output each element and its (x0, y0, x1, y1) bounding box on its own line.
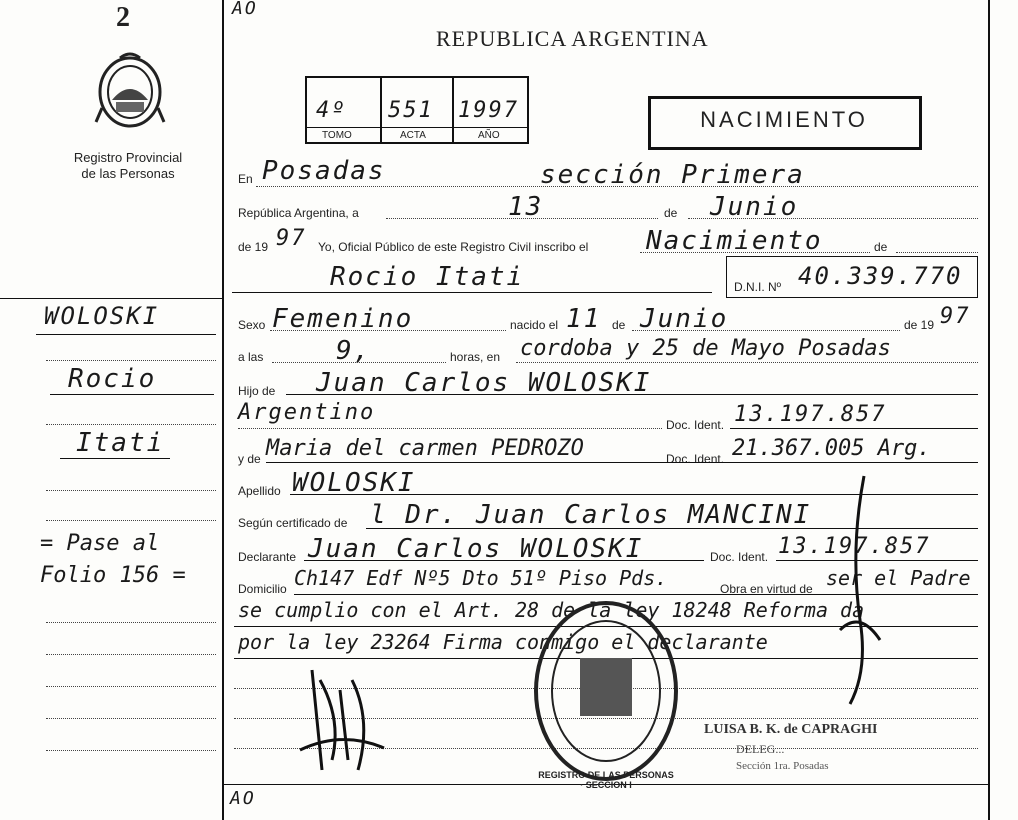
official-stamp-icon (530, 596, 682, 786)
de2-label: de (612, 318, 626, 332)
de-19-label: de 19 (238, 240, 269, 254)
father-doc-label: Doc. Ident. (666, 418, 725, 432)
line (640, 252, 870, 253)
certificate-value: l Dr. Juan Carlos MANCINI (370, 500, 812, 530)
record-box-label-line (305, 127, 527, 128)
record-box-divider (452, 76, 454, 142)
margin-name-1: Rocio (68, 364, 157, 394)
line (266, 462, 978, 463)
obra-value: ser el Padre (826, 566, 971, 590)
dni-value: 40.339.770 (798, 262, 963, 290)
nacido-label: nacido el (510, 318, 559, 332)
line (386, 218, 658, 219)
dni-label: D.N.I. Nº (734, 280, 782, 294)
line (272, 362, 446, 363)
birth-day-value: 11 (566, 304, 602, 334)
father-value: Juan Carlos WOLOSKI (316, 368, 652, 398)
left-column-divider (222, 0, 224, 820)
line (46, 424, 216, 425)
line (304, 560, 704, 561)
city-value: Posadas (262, 156, 386, 186)
father-nationality-value: Argentino (238, 400, 376, 425)
record-box-divider (380, 76, 382, 142)
en-label: En (238, 172, 253, 186)
de19-2-label: de 19 (904, 318, 935, 332)
y-de-label: y de (238, 452, 261, 466)
father-doc-value: 13.197.857 (734, 402, 887, 427)
line (60, 458, 170, 459)
domicilio-label: Domicilio (238, 582, 287, 596)
line (730, 428, 978, 429)
left-column-separator (0, 298, 222, 299)
line (46, 520, 216, 521)
line (46, 750, 216, 751)
declarant-doc-value: 13.197.857 (778, 534, 931, 559)
line (256, 186, 978, 187)
mother-value: Maria del carmen PEDROZO (266, 436, 584, 461)
segun-label: Según certificado de (238, 516, 348, 530)
line (46, 490, 216, 491)
section-value: sección Primera (540, 160, 805, 190)
ano-value: 1997 (458, 98, 519, 123)
tomo-value: 4º (316, 98, 347, 123)
hijo-label: Hijo de (238, 384, 276, 398)
mother-doc-value: 21.367.005 Arg. (732, 436, 931, 461)
line (270, 330, 506, 331)
line (46, 360, 216, 361)
obra-label: Obra en virtud de (720, 582, 813, 596)
line (632, 330, 900, 331)
line (50, 394, 214, 395)
a-las-label: a las (238, 350, 264, 364)
official-signature-icon (820, 470, 890, 710)
official-title: DELEG... (736, 742, 785, 756)
line (232, 292, 712, 293)
sexo-label: Sexo (238, 318, 266, 332)
corner-mark-bottom: AO (230, 788, 256, 809)
declarante-label: Declarante (238, 550, 297, 564)
year-value: 97 (276, 226, 307, 251)
line (688, 218, 978, 219)
declarant-value: Juan Carlos WOLOSKI (308, 534, 644, 564)
acta-value: 551 (388, 98, 434, 123)
given-names-value: Rocio Itati (330, 262, 525, 292)
apellido-label: Apellido (238, 484, 281, 498)
horas-label: horas, en (450, 350, 501, 364)
registry-name: Registro Provincial de las Personas (73, 150, 183, 181)
margin-surname: WOLOSKI (44, 302, 160, 330)
stamp-text: REGISTRO DE LAS PERSONAS · SECCION I (538, 770, 674, 790)
coat-of-arms-icon (90, 48, 170, 132)
de-end-label: de (874, 240, 888, 254)
country-title: REPUBLICA ARGENTINA (436, 26, 709, 51)
republica-label: República Argentina, a (238, 206, 359, 220)
line (46, 718, 216, 719)
ano-label: AÑO (478, 130, 500, 141)
line (286, 394, 978, 395)
line (46, 654, 216, 655)
birth-place-value: cordoba y 25 de Mayo Posadas (520, 336, 891, 361)
month-value: Junio (710, 192, 799, 222)
notes-line-2: por la ley 23264 Firma conmigo el declarante (238, 630, 768, 654)
line (516, 362, 978, 363)
page-number: 2 (116, 2, 130, 33)
tomo-label: TOMO (322, 130, 352, 141)
declarant-signature-icon (292, 660, 392, 790)
notes-line-1: se cumplio con el Art. 28 de la ley 18248 Reforma da (238, 598, 865, 622)
acta-label: ACTA (400, 130, 426, 141)
day-value: 13 (508, 192, 544, 222)
address-value: Ch147 Edf Nº5 Dto 51º Piso Pds. (294, 566, 668, 590)
surname-value: WOLOSKI (292, 468, 416, 498)
official-name: LUISA B. K. de CAPRAGHI (704, 722, 878, 737)
corner-mark-top: AO (232, 0, 258, 19)
line (896, 252, 978, 253)
act-type: NACIMIENTO (700, 107, 868, 132)
birth-month-value: Junio (640, 304, 729, 334)
birth-year-value: 97 (940, 304, 971, 329)
line (46, 622, 216, 623)
sex-value: Femenino (272, 304, 414, 334)
margin-name-2: Itati (76, 428, 165, 458)
inscribed-value: Nacimiento (646, 226, 823, 256)
oficial-label: Yo, Oficial Público de este Registro Civil inscribo el (318, 240, 589, 254)
line (238, 428, 662, 429)
hour-value: 9, (336, 336, 372, 366)
right-edge-line (988, 0, 990, 820)
de-label: de (664, 206, 678, 220)
declarant-doc-label: Doc. Ident. (710, 550, 769, 564)
line (46, 686, 216, 687)
margin-note: = Pase al Folio 156 = (40, 531, 186, 588)
line (36, 334, 216, 335)
mother-doc-label: Doc. Ident. (666, 452, 725, 466)
official-section: Sección 1ra. Posadas (736, 760, 829, 772)
